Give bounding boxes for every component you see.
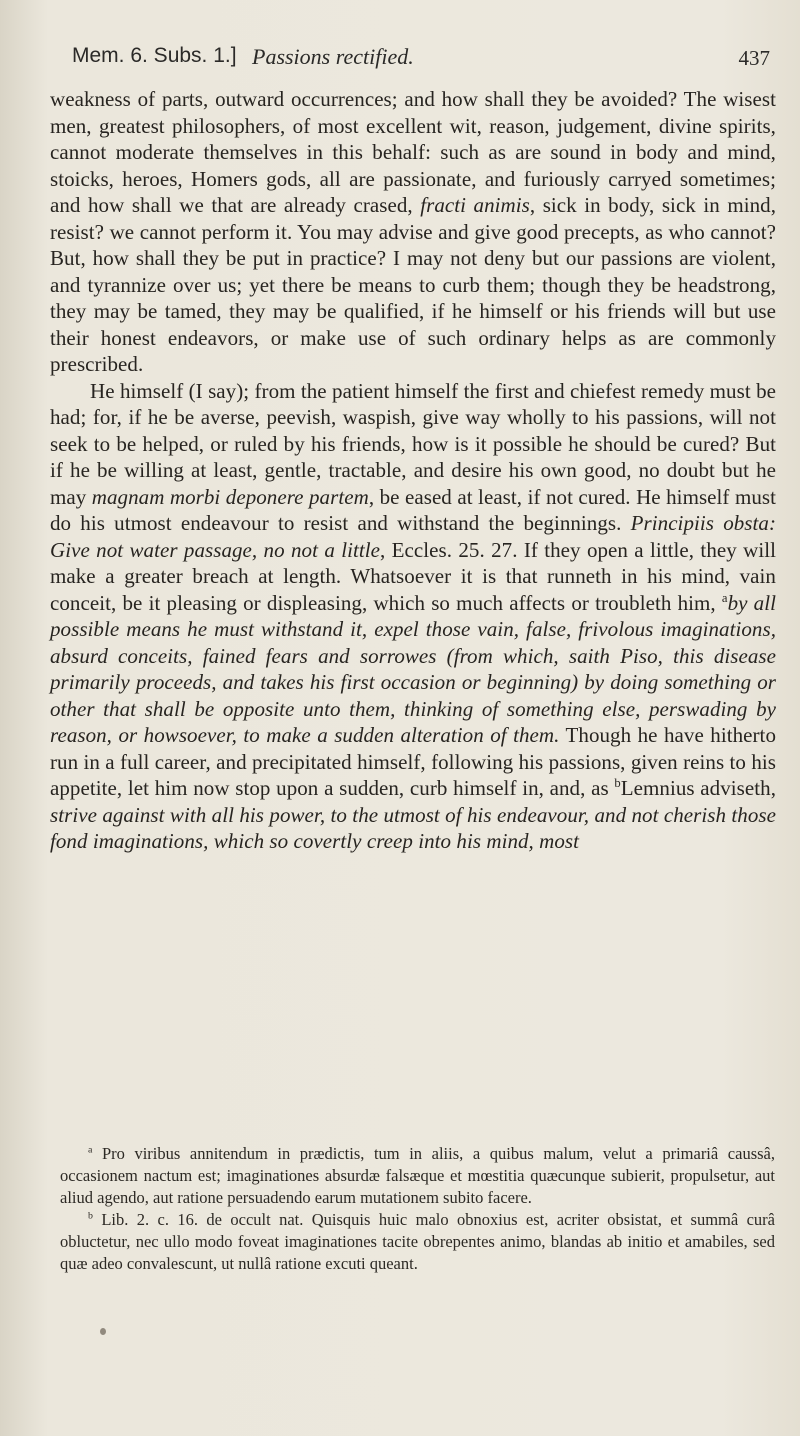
text-run: Though he have hitherto run in a full career, and precipitated himself, following his passions, given reins to his appetite, let him now stop upon a sudden, curb himself in, and, as — [50, 723, 776, 800]
footnote-b — [60, 1209, 775, 1275]
text-run: , Eccles. 25. 27. If they open a little, they will make a greater breach at length. Whatsoever it is that runneth in his mind, vain conceit, be it pleasing or displeasing, which so much affects or troubleth him, — [50, 537, 776, 615]
paragraph-2 — [50, 378, 776, 855]
text-run: , be eased at least, if not cured. He himself must do his utmost endeavour to resist and withstand the beginnings. — [50, 484, 776, 535]
footnotes — [60, 1143, 775, 1275]
italic-run: fracti animis — [420, 193, 530, 217]
running-title: Passions rectified. — [252, 44, 414, 69]
paragraph-1 — [50, 86, 776, 378]
footnote-a — [60, 1143, 775, 1209]
section-label: Mem. 6. Subs. 1.] — [72, 44, 237, 67]
section-reference — [72, 44, 237, 68]
italic-run: Principiis obsta: Give not water passage, no not a little — [50, 511, 776, 562]
footnote-text: Pro viribus annitendum in prædictis, tum in aliis, a quibus malum, velut a primariâ caussâ, occasionem nactum est; imaginationes absurdæ falsæque et mœstitia quæcunque subierit, propulsetur, aut aliud agendo, aut ratione persuadendo earum mutationem subito facere. — [60, 1144, 775, 1207]
italic-run: magnam morbi deponere partem — [91, 484, 369, 509]
page-number: 437 — [738, 46, 770, 70]
italic-run: strive against with all his power, to the utmost of his endeavour, and not cherish those fond imaginations, which so covertly creep into his mind, most — [50, 802, 776, 853]
text-run: He himself (I say); from the patient himself the first and chiefest remedy must be had; for, if he be averse, peevish, waspish, give way wholly to his passions, will not seek to be helped, or ruled by his friends, how is it possible he should be cured? But if he be willing at least, gentle, tractable, and desire his own good, no doubt but he may — [50, 378, 776, 509]
running-header — [72, 44, 770, 84]
footnote-mark-b: b — [614, 776, 621, 790]
main-text — [50, 86, 776, 855]
text-run: , sick in body, sick in mind, resist? we cannot perform it. You may advise and give good precepts, as who cannot? But, how shall they be put in practice? I may not deny but our passions are violent, and tyrannize over us; yet there be means to curb them; though they be headstrong, they may be tamed, they may be qualified, if he himself or his friends will but use their honest endeavors, or make use of such ordinary helps as are commonly prescribed. — [50, 193, 776, 376]
text-run: weakness of parts, outward occurrences; and how shall they be avoided? The wisest men, greatest philosophers, of most excellent wit, reason, judgement, divine spirits, cannot moderate themselves in this behalf: such as are sound in body and mind, stoicks, heroes, Homers gods, all are passionate, and furiously carryed sometimes; and how shall we that are already crased, — [50, 87, 776, 217]
footnote-text: Lib. 2. c. 16. de occult nat. Quisquis huic malo obnoxius est, acriter obsistat, et summâ curâ obluctetur, nec ullo modo foveat imaginationes tacite obrepentes animo, blandas ab initio et amabiles, sed quæ adeo convalescunt, ut nullâ ratione excuti queant. — [60, 1210, 775, 1273]
footnote-a-mark: a — [88, 1144, 93, 1156]
footnote-mark-a: a — [721, 590, 728, 605]
ink-spot — [100, 1328, 106, 1335]
footnote-b-mark: b — [88, 1210, 93, 1222]
italic-run: by all possible means he must withstand it, expel those vain, false, frivolous imaginations, absurd conceits, fained fears and sorrowes (from which, saith Piso, this disease primarily proceeds, and takes his first occasion or beginning) by doing something or other that shall be opposite unto them, thinking of something else, perswading by reason, or howsoever, to make a sudden alteration of them. — [50, 590, 776, 747]
text-run: Lemnius adviseth, — [620, 776, 776, 800]
